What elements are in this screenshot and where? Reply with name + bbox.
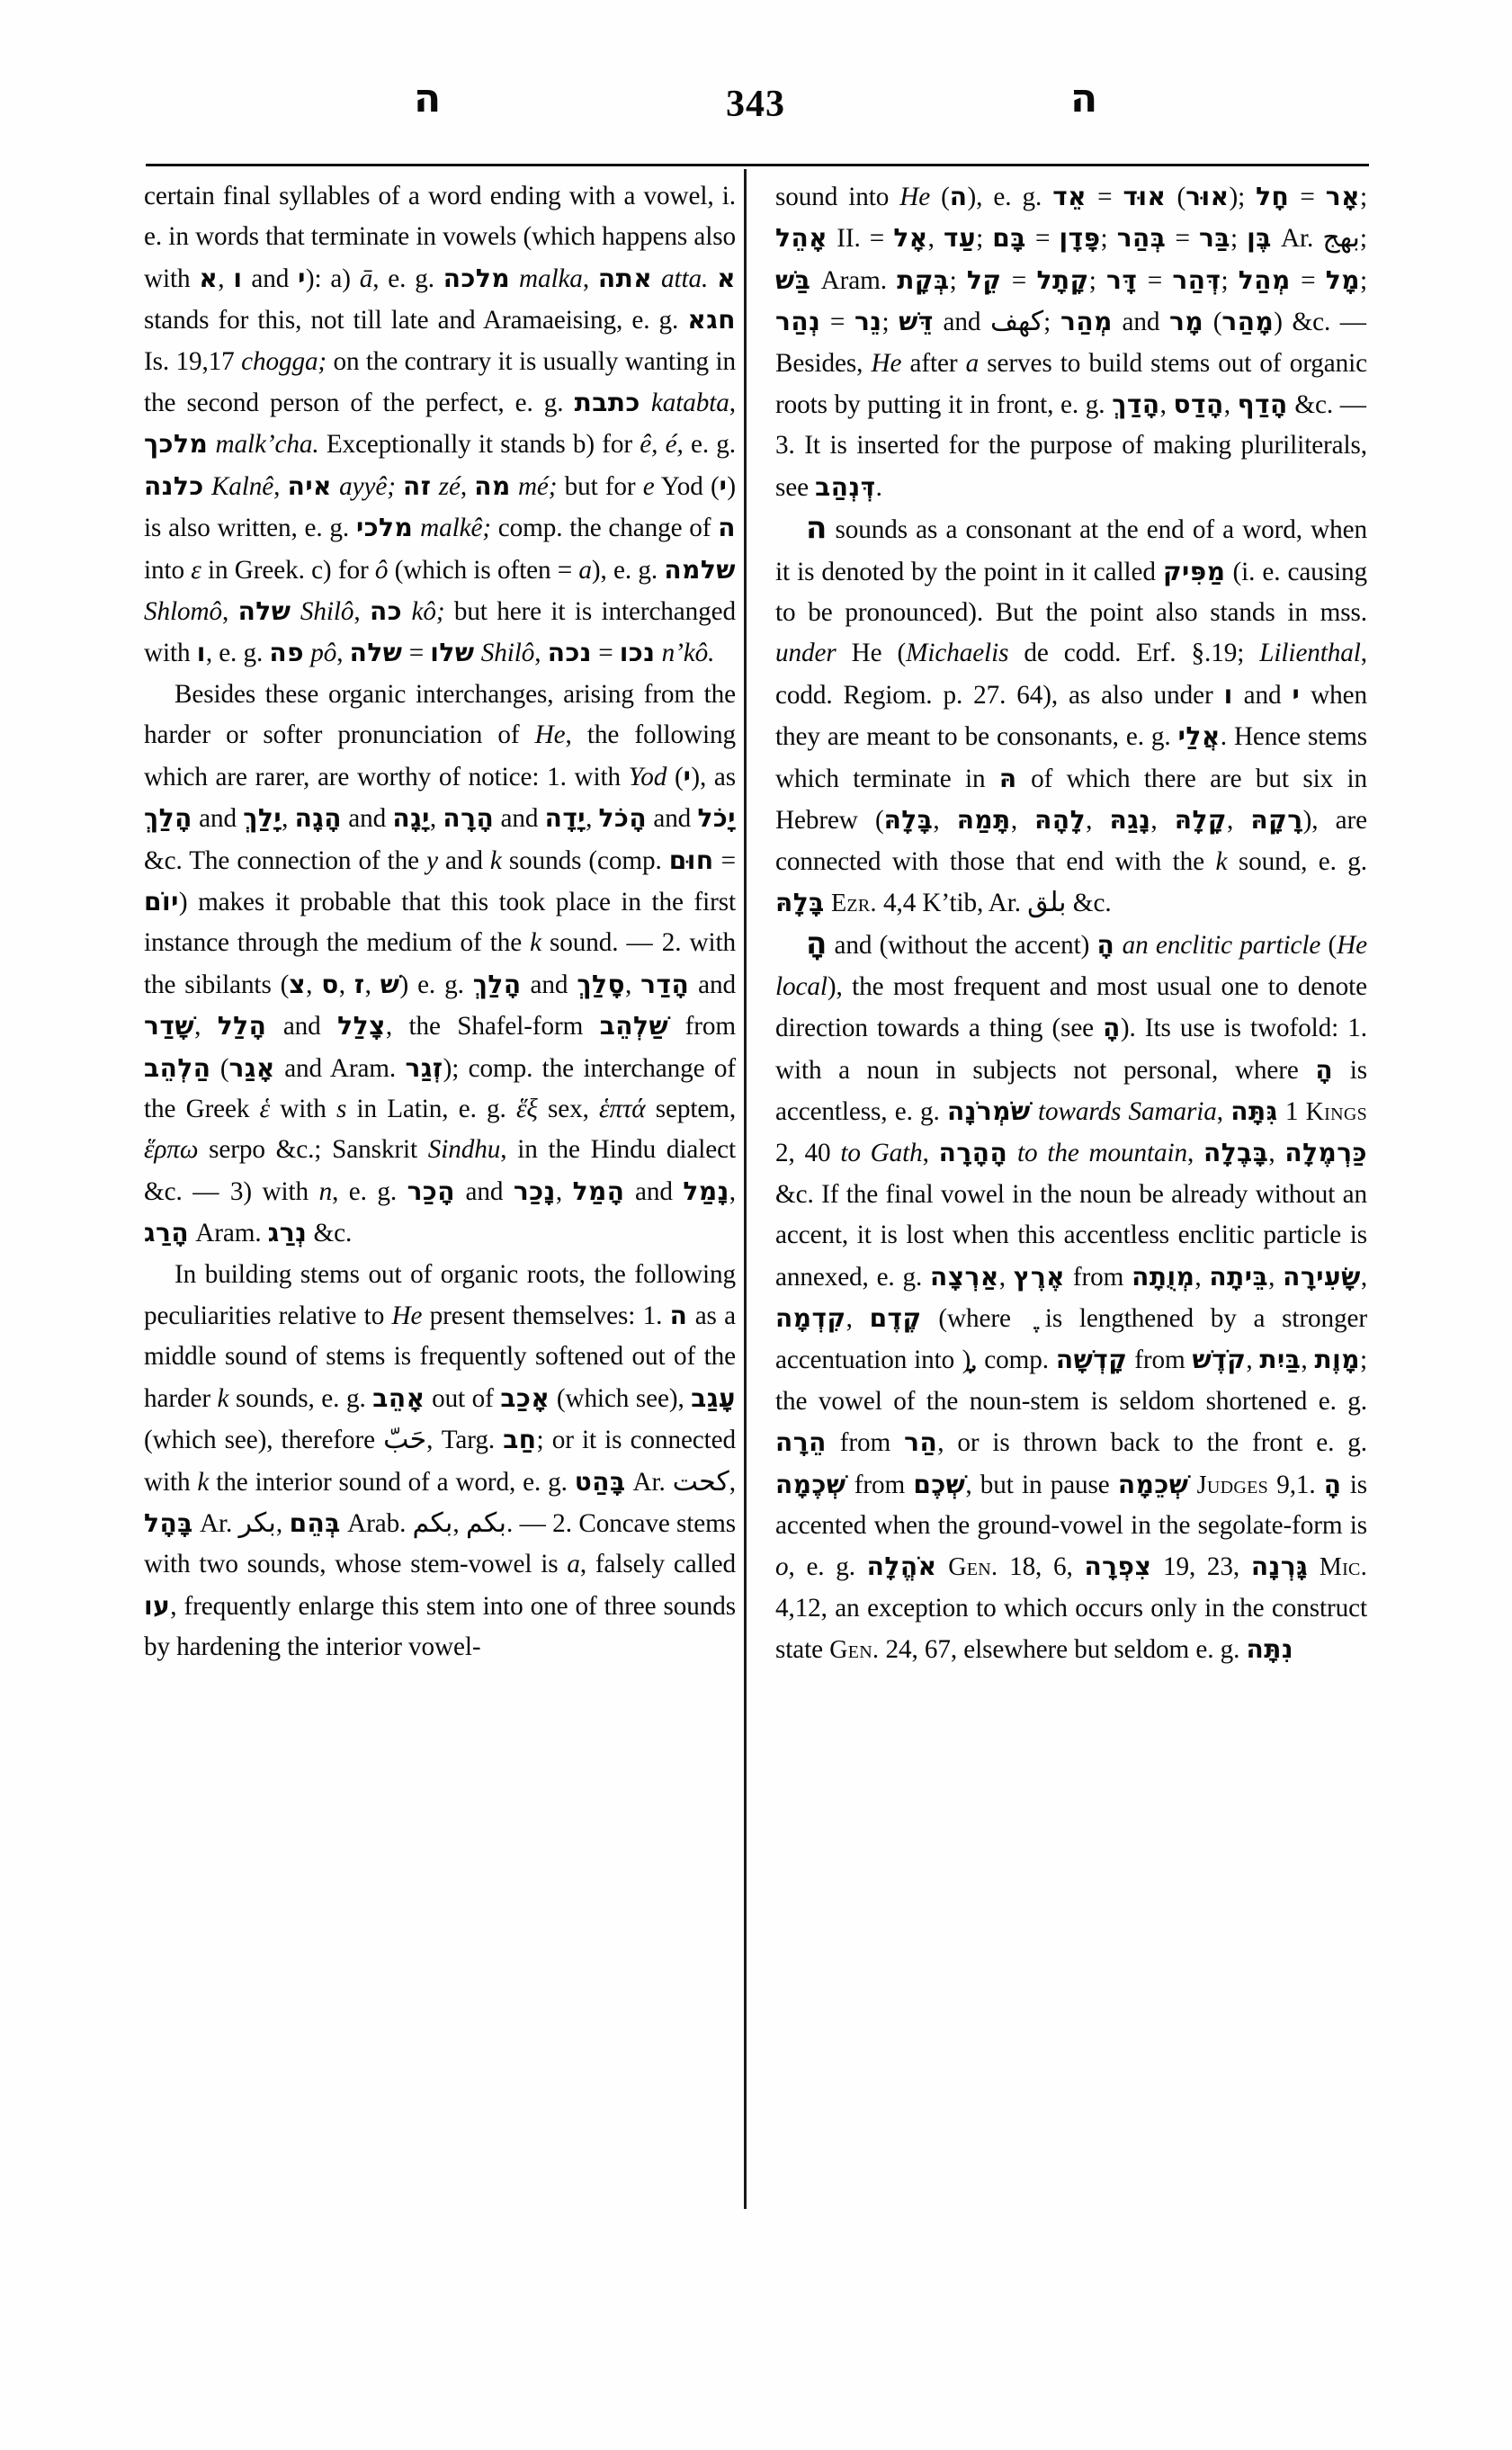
hebrew-word: צִפְרָה	[1084, 1551, 1152, 1582]
hebrew-word: מלכה	[443, 263, 511, 293]
hebrew-word: בָּם	[992, 223, 1026, 254]
arabic-word: بكر	[238, 1507, 276, 1539]
hebrew-word: אוּר	[1185, 182, 1230, 211]
hebrew-word: שלה	[349, 638, 403, 668]
hebrew-word: עו	[144, 1590, 171, 1621]
hebrew-word: שׁ	[380, 969, 400, 999]
hebrew-word: אָל	[893, 223, 928, 254]
hebrew-word: הֵרָה	[775, 1427, 827, 1458]
hebrew-word: ה	[718, 513, 736, 543]
hebrew-word: אָכַב	[500, 1382, 550, 1413]
arabic-word: حَبّ	[383, 1424, 427, 1456]
hebrew-word: הָדַר	[640, 969, 690, 999]
hebrew-word: מָל	[1325, 264, 1360, 295]
right-text-column	[775, 176, 1367, 1671]
hebrew-word: אֶרֶץ	[1013, 1261, 1066, 1292]
hebrew-word: חַב	[503, 1425, 537, 1455]
paragraph-text: Besides these organic interchanges, arising from the harder or softer pronunciation of He, the following which are rarer, are worthy of notice: 1. with Yod (	[144, 679, 736, 791]
hebrew-word: קָדְשָׁה	[1055, 1345, 1128, 1375]
hebrew-word: נָמַל	[683, 1176, 729, 1206]
hebrew-word: בְּהַר	[1116, 223, 1167, 254]
hebrew-word: הָדַךְ	[1112, 389, 1160, 420]
header-rule	[146, 164, 1369, 166]
hebrew-word: חוּם	[668, 845, 714, 875]
hebrew-word: קָלָהּ	[1174, 805, 1228, 836]
hebrew-word: תָּמַהּ	[956, 805, 1011, 836]
hebrew-word: ז	[353, 969, 365, 999]
hebrew-word: י	[683, 761, 692, 791]
running-head-letter-right: ה	[1070, 76, 1098, 121]
hebrew-vowel-sign: ֶ	[1027, 1302, 1029, 1333]
hebrew-word: סָלַךְ	[577, 969, 625, 999]
hebrew-word: אֵד	[1052, 182, 1087, 211]
hebrew-word: נְהַר	[775, 307, 821, 337]
hebrew-word: הָרָה	[443, 803, 495, 834]
hebrew-word: עָגַב	[691, 1382, 736, 1413]
paragraph-text: sounds as a consonant at the end of a word, when it is denoted by the point in it called	[775, 515, 1367, 586]
hebrew-word: שְׁכֵמָה	[1117, 1469, 1189, 1499]
arabic-word: بهج	[1322, 222, 1360, 255]
hebrew-word: אַרְצָה	[930, 1261, 999, 1292]
hebrew-word: יָגָה	[392, 803, 430, 834]
hebrew-word: בְּהֵם	[289, 1508, 341, 1538]
hebrew-word: נָכַר	[513, 1176, 556, 1206]
hebrew-word: נָגַהּ	[1109, 805, 1151, 836]
hebrew-word: הָ	[1315, 1054, 1334, 1085]
hebrew-word: מלכך	[144, 429, 209, 460]
hebrew-word: לָהָהּ	[1034, 805, 1087, 836]
paragraph: sound into He (ה), e. g. אֵד = אוּד (אוּר); חָל = אָר; אָהֵל II. = אָל, עַד; בָּם = פָּדָן; בְּהַר = בַּר; בֶּן Ar. بهج; בַּשׁ Aram. בְּקָת; קֵל = קָתָל; דָּר = דְּהַר; מְהַל = מָל; נְהַר = נֵר; דֵּשׁ and كهف; מְהַר and מָר (מָהַר) &c. — Besides, He after a serves to build stems out of organic roots by putting it in front, e. g. הָדַךְ, הָדַס, הָדַף &c. — 3. It is inserted for the purpose of making pluriliterals, see דְּנְהַב.	[775, 182, 1367, 502]
hebrew-word: בַּיִת	[1259, 1345, 1302, 1375]
arabic-word: بكم	[466, 1507, 506, 1539]
hebrew-word: חָל	[1256, 182, 1290, 211]
hebrew-word: ו	[233, 263, 243, 293]
hebrew-word: אָהֵל	[775, 223, 828, 254]
hebrew-word: נכה	[547, 638, 592, 668]
hebrew-word: איה	[287, 470, 332, 501]
hebrew-word: בַּשׁ	[775, 264, 811, 295]
hebrew-word: הָ	[1103, 1013, 1121, 1043]
hebrew-word: בָּבֶלָה	[1203, 1138, 1269, 1168]
hebrew-word: אֲלַי	[1177, 721, 1221, 752]
paragraph-text: certain final syllables of a word ending with a vowel, i. e. in words that terminate in vowels (which happens also with	[144, 182, 736, 293]
hebrew-headword: ה	[806, 510, 828, 547]
paragraph: In building stems out of organic roots, the following peculiarities relative to He present themselves: 1. ה as a middle sound of stems is frequently softened out of the harder k sounds, e. g. אָהֵב out of אָכַב (which see), עָגַב (which see), therefore حَبّ, Targ. חַב; or it is connected with k the interior sound of a word, e. g. בָּהַט Ar. كحت, בָּהָל Ar. بكر, בְּהֵם Arab. بكم, بكم. — 2. Concave stems with two sounds, whose stem-vowel is a, falsely called עו, frequently enlarge this stem into one of three sounds by hardening the interior vowel-	[144, 1259, 737, 1662]
hebrew-word: קֶדֶם	[869, 1302, 922, 1333]
hebrew-word: מָוֶת	[1314, 1345, 1360, 1375]
hebrew-word: א	[717, 263, 737, 293]
hebrew-word: יָלַךְ	[243, 803, 282, 834]
arabic-word: بكم	[412, 1507, 453, 1539]
hebrew-word: בָּהַט	[574, 1466, 626, 1497]
hebrew-word: שלמה	[664, 554, 736, 585]
hebrew-word: מְוֻתָה	[1132, 1261, 1195, 1292]
hebrew-word: כתבת	[574, 388, 640, 418]
hebrew-word: הּ	[998, 763, 1017, 793]
hebrew-word: הָלַךְ	[144, 803, 192, 834]
hebrew-word: י	[298, 263, 306, 293]
hebrew-word: שָׁדַר	[144, 1011, 195, 1042]
hebrew-word: דֵּשׁ	[899, 307, 934, 337]
hebrew-word: יוֹם	[144, 886, 179, 917]
hebrew-word: עַד	[944, 223, 977, 254]
hebrew-word: מָהַר	[1221, 307, 1275, 337]
hebrew-word: מַפִּיק	[1162, 556, 1226, 586]
hebrew-word: כה	[369, 596, 403, 627]
hebrew-word: נְרַג	[267, 1218, 308, 1248]
hebrew-word: דְּנְהַב	[815, 471, 876, 502]
hebrew-word: יָדָה	[544, 803, 586, 834]
hebrew-word: קִדְמָה	[775, 1302, 846, 1333]
running-head	[144, 76, 1367, 142]
hebrew-word: הָמַל	[572, 1176, 625, 1206]
hebrew-word: שָׂעִירָה	[1283, 1261, 1361, 1292]
hebrew-word: פה	[269, 638, 304, 668]
hebrew-word: מלכי	[355, 513, 414, 543]
paragraph-text: and (without the accent)	[827, 931, 1097, 961]
hebrew-word: בֵּיתָה	[1209, 1261, 1269, 1292]
hebrew-word: בָּלָהּ	[775, 887, 825, 917]
hebrew-word: ו	[196, 638, 206, 668]
paragraph: ה sounds as a consonant at the end of a word, when it is denoted by the point in it called מַפִּיק (i. e. causing to be pronounced). But the point also stands in mss. under He (Michaelis de codd. Erf. §.19; Lilienthal, codd. Regiom. p. 27. 64), as also under ו and י when they are meant to be consonants, e. g. אֲלַי. Hence stems which terminate in הּ of which there are but six in Hebrew (בָּלָהּ, תָּמַהּ, לָהָהּ, נָגַהּ, קָלָהּ, רָקָהּ), are connected with those that end with the k sound, e. g. בָּלָהּ Ezr. 4,4 K’tib, Ar. بلق &c.	[775, 510, 1368, 918]
hebrew-word: הָ	[1323, 1469, 1342, 1499]
hebrew-word: אֹהֱלָה	[866, 1551, 937, 1582]
hebrew-word: קֵל	[966, 264, 1002, 295]
hebrew-word: שְׁכֶמָה	[775, 1469, 846, 1499]
hebrew-word: נֵר	[854, 307, 882, 337]
hebrew-word: אָגַר	[228, 1052, 275, 1083]
hebrew-word: י	[719, 470, 728, 501]
hebrew-word: פָּדָן	[1059, 223, 1101, 254]
hebrew-word: אָהֵב	[372, 1382, 425, 1413]
hebrew-word: חגא	[687, 305, 736, 335]
hebrew-word: שַׁלְהֵב	[599, 1011, 669, 1042]
arabic-word: كهف	[989, 306, 1044, 338]
left-text-column	[144, 176, 736, 1668]
running-head-letter-left: ה	[414, 76, 442, 121]
paragraph: הָ and (without the accent) הָ an enclitic particle (He local), the most frequent and most usual one to denote direction towards a thing (see הָ). Its use is twofold: 1. with a noun in subjects not personal, where הָ is accentless, e. g. שֹׁמְרֹנָה towards Samaria, גִּתָּה 1 Kings 2, 40 to Gath, הָהָרָה to the mountain, בָּבֶלָה, כַּרְמֶלָה &c. If the final vowel in the noun be already without an accent, it is lost when this accentless enclitic particle is annexed, e. g. אַרְצָה, אֶרֶץ from מְוֻתָה, בֵּיתָה, שָׂעִירָה, קִדְמָה, קֶדֶם (where ֶ is lengthened by a stronger accentuation into ָ), comp. קָדְשָׁה from קֹדֶשׁ, בַּיִת, מָוֶת; the vowel of the noun-stem is seldom shortened e. g. הֵרָה from הַר, or is thrown back to the front e. g. שְׁכֶמָה from שְׁכֶם, but in pause שְׁכֵמָה Judges 9,1. הָ is accented when the ground-vowel in the segolate-form is o, e. g. אֹהֱלָה Gen. 18, 6, צִפְרָה 19, 23, גָּרְנָה Mic. 4,12, an exception to which occurs only in the construct state Gen. 24, 67, elsewhere but seldom e. g. נִתָּה	[775, 925, 1368, 1665]
hebrew-word: זְגַר	[405, 1052, 443, 1083]
hebrew-word: אוּד	[1123, 182, 1167, 211]
hebrew-word: הָהָרָה	[938, 1138, 1008, 1168]
hebrew-word: שלו	[430, 638, 475, 668]
hebrew-word: גָּרְנָה	[1250, 1551, 1309, 1582]
hebrew-word: מה	[474, 470, 511, 501]
hebrew-word: הַלְהֵב	[144, 1052, 211, 1083]
hebrew-word: הָכַר	[407, 1176, 456, 1206]
hebrew-word: הָלַךְ	[472, 969, 522, 999]
hebrew-word: אתה	[597, 263, 653, 293]
hebrew-word: שְׁכֶם	[913, 1469, 966, 1499]
hebrew-word: דָּר	[1106, 264, 1138, 295]
hebrew-word: זה	[403, 470, 432, 501]
hebrew-word: ס	[321, 969, 339, 999]
hebrew-word: ה	[949, 182, 968, 211]
hebrew-word: הָ	[1096, 930, 1115, 961]
hebrew-word: בְּקָת	[897, 264, 950, 295]
paragraph: Besides these organic interchanges, arising from the harder or softer pronunciation of He, the following which are rarer, are worthy of notice: 1. with Yod (י), as הָלַךְ and יָלַךְ, הָגָה and יָגָה, הָרָה and יָדָה, הָכֹל and יָכֹל &c. The connection of the y and k sounds (comp. חוּם = יוֹם) makes it probable that this took place in the first instance through the medium of the k sound. — 2. with the sibilants (צ, ס, ז, שׁ) e. g. הָלַךְ and סָלַךְ, הָדַר and שָׁדַר, הָלַל and צָלַל, the Shafel-form שַׁלְהֵב from הַלְהֵב (אָגַר and Aram. זְגַר); comp. the interchange of the Greek ἑ with s in Latin, e. g. ἕξ sex, ἑπτά septem, ἕρπω serpo &c.; Sanskrit Sindhu, in the Hindu dialect &c. — 3) with n, e. g. הָכַר and נָכַר, הָמַל and נָמַל, הָרַג Aram. נְרַג &c.	[144, 679, 737, 1248]
hebrew-word: כלנה	[144, 470, 204, 501]
hebrew-word: בָּהָל	[144, 1508, 193, 1538]
hebrew-word: צָלַל	[337, 1011, 386, 1042]
hebrew-word: י	[1292, 679, 1301, 710]
hebrew-word: הָדַס	[1173, 389, 1224, 420]
hebrew-word: הָלַל	[217, 1011, 267, 1042]
hebrew-word: הַר	[904, 1427, 938, 1458]
page-number: 343	[726, 84, 785, 125]
hebrew-word: אָר	[1325, 182, 1360, 211]
hebrew-word: הָרַג	[144, 1218, 190, 1248]
hebrew-word: גִּתָּה	[1230, 1095, 1278, 1126]
hebrew-word: ו	[1223, 679, 1233, 710]
hebrew-word: קֹדֶשׁ	[1192, 1345, 1247, 1375]
hebrew-word: רָקָהּ	[1250, 805, 1303, 836]
hebrew-word: ה	[669, 1300, 688, 1330]
hebrew-word: שלה	[237, 596, 291, 627]
hebrew-word: בֶּן	[1247, 223, 1272, 254]
hebrew-word: בָּלָהּ	[883, 805, 934, 836]
hebrew-word: הָגָה	[294, 803, 343, 834]
arabic-word: كحت	[672, 1465, 729, 1498]
hebrew-word: צ	[289, 969, 307, 999]
hebrew-word: מָר	[1168, 307, 1204, 337]
hebrew-word: קָתָל	[1036, 264, 1089, 295]
hebrew-word: נכו	[619, 638, 656, 668]
paragraph: certain final syllables of a word ending with a vowel, i. e. in words that terminate in vowels (which happens also with א, ו and י): a) ā, e. g. מלכה malka, אתה atta. א stands for this, not till late and Aramaeising, e. g. חגא Is. 19,17 chogga; on the contrary it is usually wanting in the second person of the perfect, e. g. כתבת katabta, מלכך malk’cha. Exceptionally it stands b) for ê, é, e. g. כלנה Kalnê, איה ayyê; זה zé, מה mé; but for e Yod (י) is also written, e. g. מלכי malkê; comp. the change of ה into ε in Greek. c) for ô (which is often = a), e. g. שלמה Shlomô, שלה Shilô, כה kô; but here it is interchanged with ו, e. g. פה pô, שלה = שלו Shilô, נכה = נכו n’kô.	[144, 182, 737, 668]
hebrew-word: דְּהַר	[1172, 264, 1221, 295]
hebrew-word: יָכֹל	[697, 803, 736, 834]
hebrew-word: הָכֹל	[598, 803, 648, 834]
hebrew-word: שֹׁמְרֹנָה	[946, 1095, 1031, 1126]
paragraph-text: In building stems out of organic roots, the following peculiarities relative to He present themselves: 1.	[144, 1259, 736, 1330]
hebrew-word: בַּר	[1199, 223, 1230, 254]
column-divider-rule	[744, 169, 747, 2209]
hebrew-word: נִתָּה	[1246, 1634, 1294, 1665]
arabic-word: بلق	[1027, 886, 1067, 918]
hebrew-word: מְהַל	[1238, 264, 1291, 295]
hebrew-headword: הָ	[806, 925, 828, 962]
hebrew-word: א	[199, 263, 219, 293]
hebrew-word: כַּרְמֶלָה	[1284, 1138, 1367, 1168]
hebrew-word: הָדַף	[1237, 389, 1288, 420]
paragraph-text: sound into He (	[775, 183, 950, 211]
hebrew-word: מְהַר	[1060, 307, 1113, 337]
